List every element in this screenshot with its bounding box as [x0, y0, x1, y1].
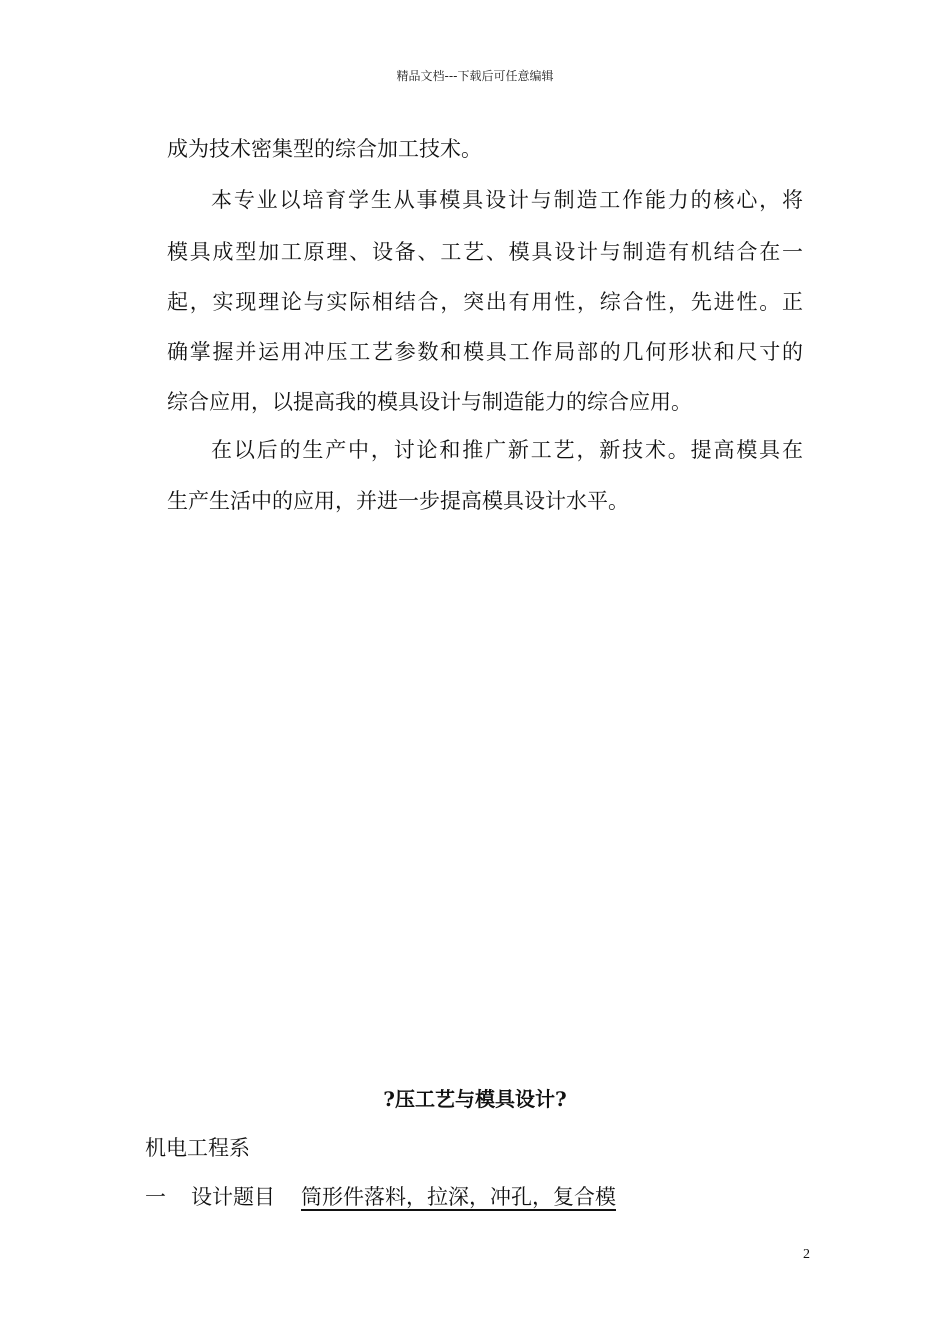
design-topic-value: 筒形件落料，拉深，冲孔，复合模 — [301, 1185, 616, 1209]
paragraph-3-line-1: 在以后的生产中，讨论和推广新工艺，新技术。提高模具在 — [211, 438, 803, 462]
paragraph-2-line-1: 本专业以培育学生从事模具设计与制造工作能力的核心，将 — [211, 188, 803, 212]
department-name: 机电工程系 — [145, 1136, 250, 1160]
paragraph-2-line-2: 模具成型加工原理、设备、工艺、模具设计与制造有机结合在一 — [167, 240, 803, 264]
page-number: 2 — [803, 1247, 810, 1262]
paragraph-2-line-3: 起，实现理论与实际相结合，突出有用性，综合性，先进性。正 — [167, 290, 803, 314]
page-header: 精品文档---下载后可任意编辑 — [396, 69, 554, 83]
paragraph-3-line-2: 生产生活中的应用，并进一步提高模具设计水平。 — [167, 489, 629, 513]
design-topic-number: 一 — [145, 1185, 166, 1209]
section-title: ?压工艺与模具设计? — [383, 1087, 567, 1111]
paragraph-1-line-1: 成为技术密集型的综合加工技术。 — [167, 137, 482, 161]
paragraph-2-line-5: 综合应用，以提高我的模具设计与制造能力的综合应用。 — [167, 390, 692, 414]
paragraph-2-line-4: 确掌握并运用冲压工艺参数和模具工作局部的几何形状和尺寸的 — [167, 340, 803, 364]
design-topic-label: 设计题目 — [191, 1185, 275, 1209]
